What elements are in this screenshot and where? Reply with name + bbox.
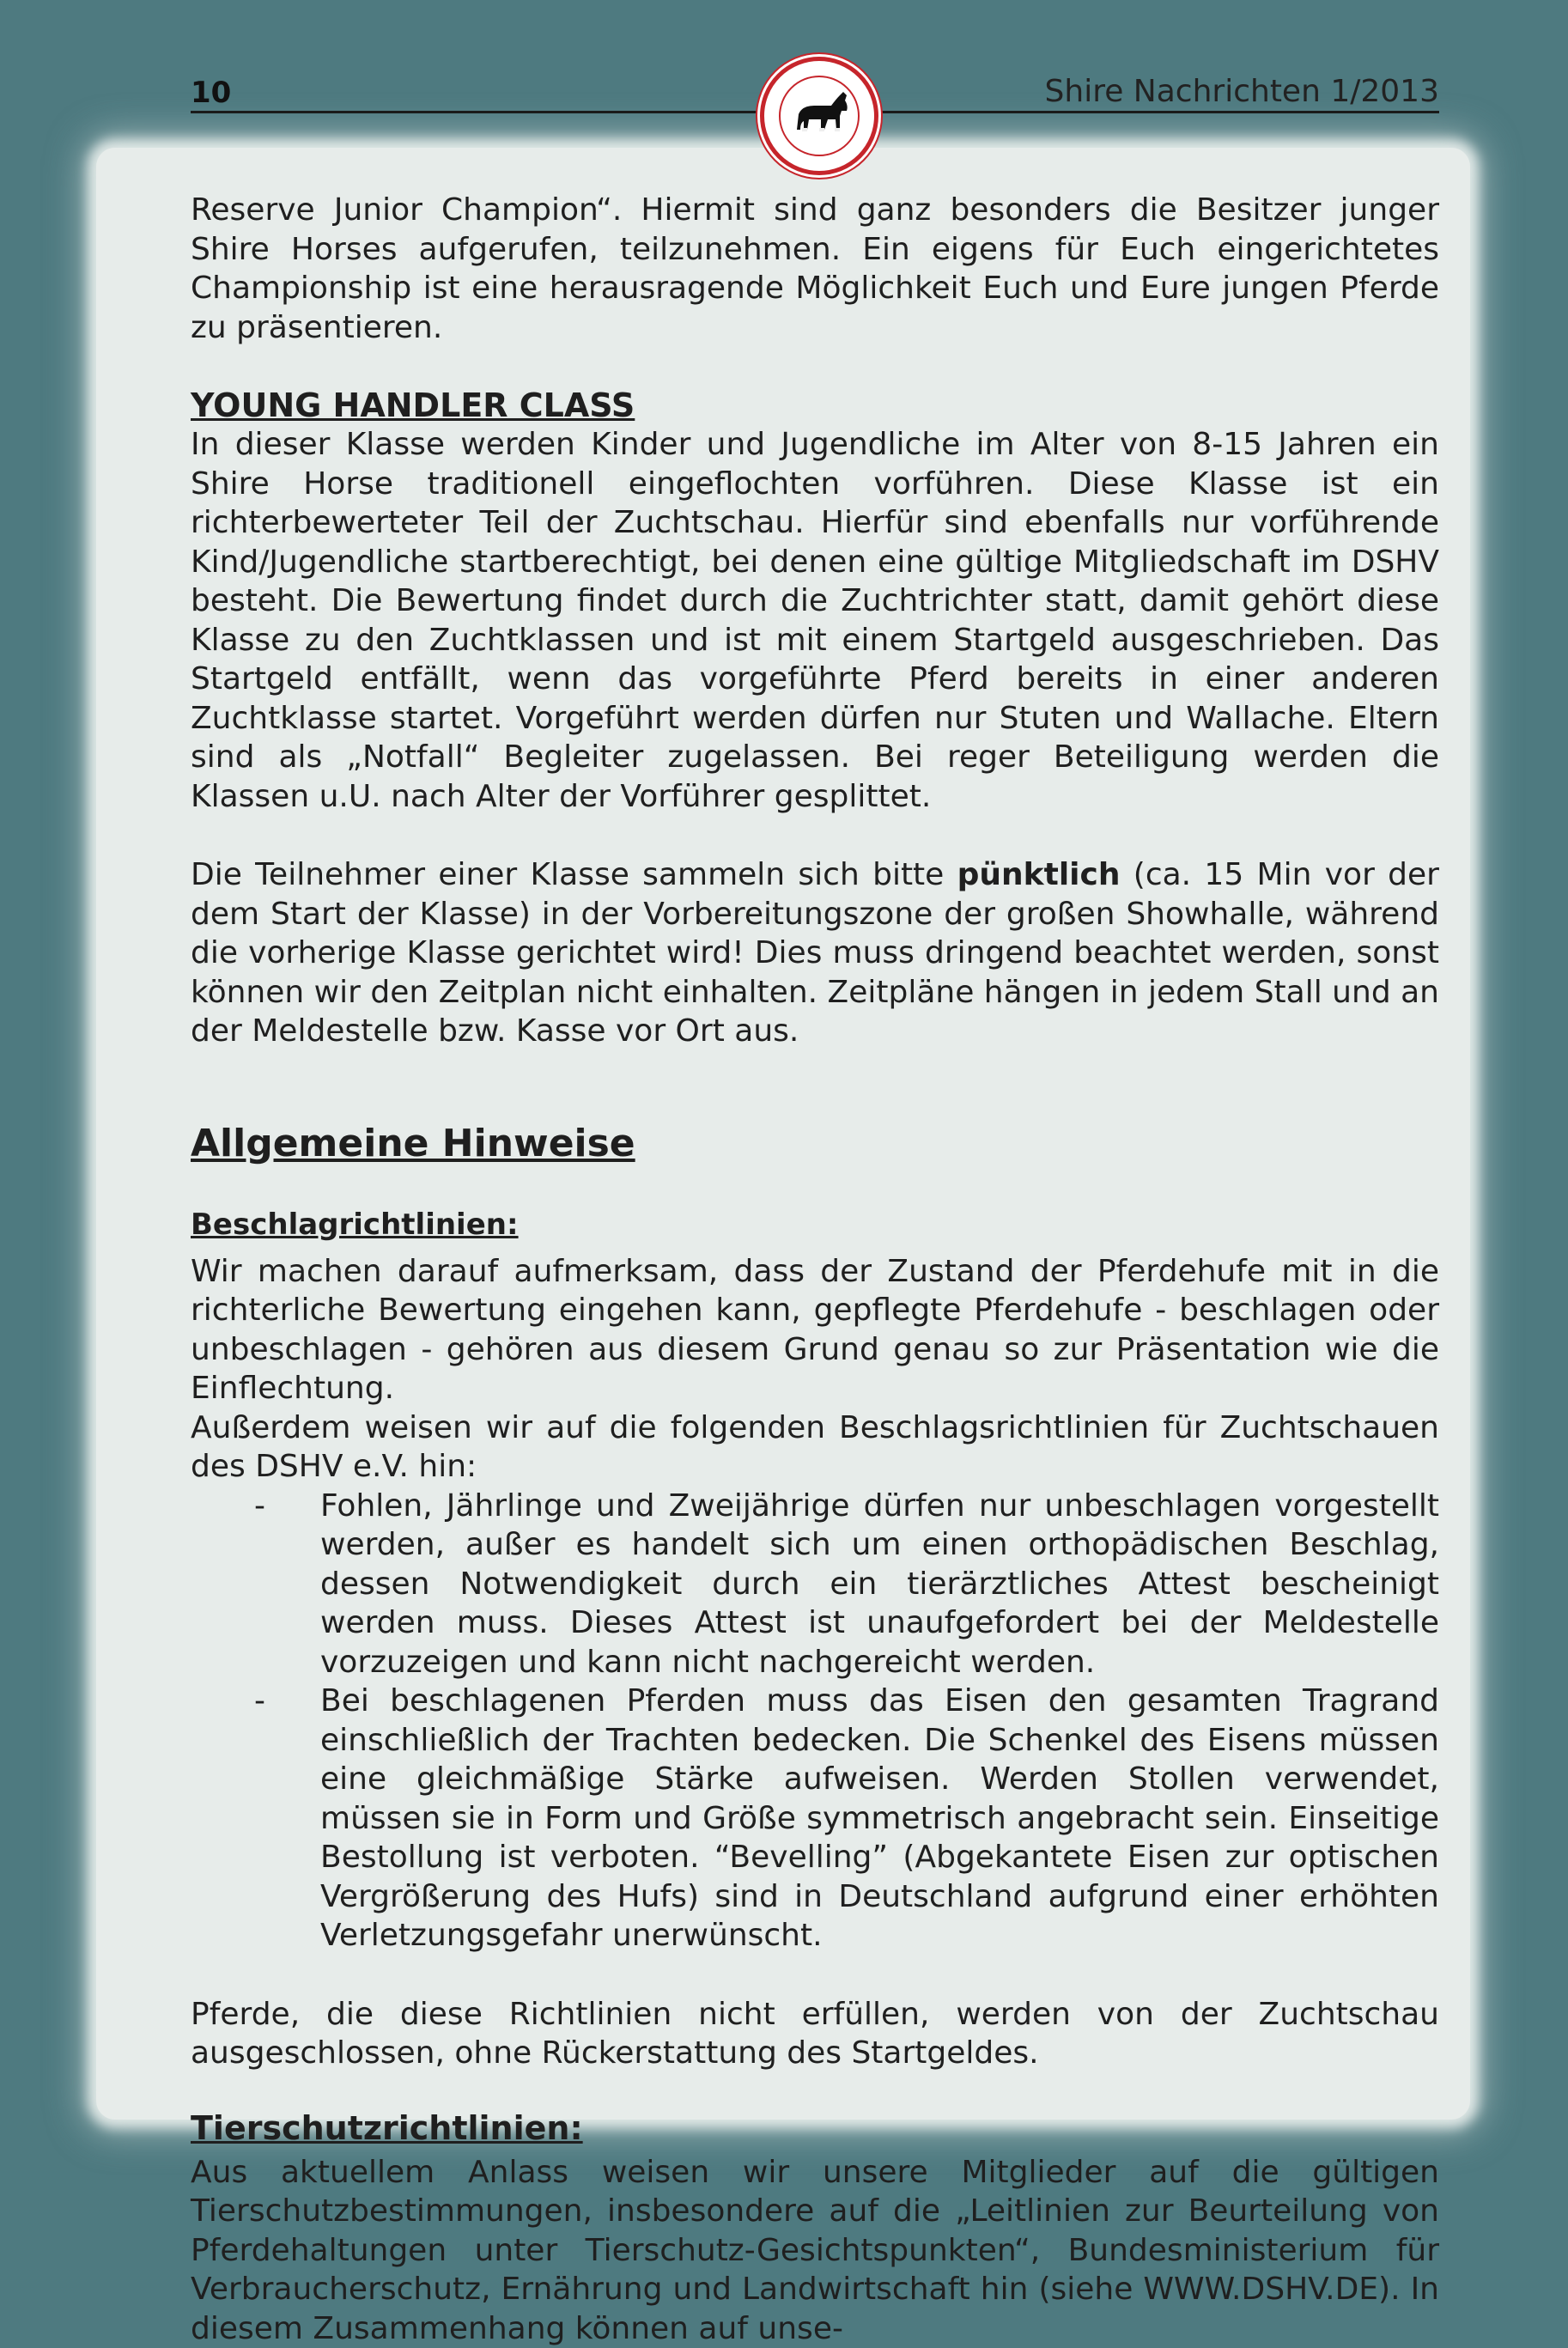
shoeing-closing: Pferde, die diese Richtlinien nicht erfüllen, werden von der Zuchtschau ausgeschlossen, ohne Rückerstattung des Startgeldes.: [191, 1995, 1439, 2073]
punctuality-text-after: (ca. 15 Min vor der dem Start der Klasse) in der Vorbereitungszone der großen Showhalle, während die vorherige Klasse gerichtet wird! Dies muss dringend beachtet werden, sonst können wir den Zeitplan nicht einhalten. Zeitpläne hängen in jedem Stall und an der Meldestelle bzw. Kasse vor Ort aus.: [191, 857, 1439, 1049]
list-item: - Fohlen, Jährlinge und Zweijährige dürfen nur unbeschlagen vorgestellt werden, außer es handelt sich um einen orthopädischen Beschlag, dessen Notwendigkeit durch ein tierärztliches Attest bescheinigt werden muss. Dieses Attest ist unaufgefordert bei der Meldestelle vorzuzeigen und kann nicht nachgereicht werden.: [191, 1487, 1439, 1682]
list-item: - Bei beschlagenen Pferden muss das Eisen den gesamten Tragrand einschließlich der Trachten bedecken. Die Schenkel des Eisens müssen eine gleichmäßige Stärke aufweisen. Werden Stollen verwendet, müssen sie in Form und Größe symmetrisch angebracht sein. Einseitige Bestollung ist verboten. “Bevelling” (Abgekantete Eisen zur optischen Vergrößerung des Hufs) sind in Deutschland aufgrund einer erhöhten Verletzungsgefahr unerwünscht.: [191, 1682, 1439, 1956]
horse-logo-icon: [764, 61, 874, 171]
shoeing-bullet-list: [191, 1487, 1439, 1956]
young-handler-paragraph: In dieser Klasse werden Kinder und Jugendliche im Alter von 8-15 Jahren ein Shire Horse traditionell eingeflochten vorführen. Diese Klasse ist ein richterbewerteter Teil der Zuchtschau. Hierfür sind ebenfalls nur vorführende Kind/Jugendliche startberechtigt, bei denen eine gültige Mitgliedschaft im DSHV besteht. Die Bewertung findet durch die Zuchtrichter statt, damit gehört diese Klasse zu den Zuchtklassen und ist mit einem Startgeld ausgeschrieben. Das Startgeld entfällt, wenn das vorgeführte Pferd bereits in einer anderen Zuchtklasse startet. Vorgeführt werden dürfen nur Stuten und Wallache. Eltern sind als „Notfall“ Begleiter zugelassen. Bei reger Beteiligung werden die Klassen u.U. nach Alter der Vorführer gesplittet.: [191, 425, 1439, 816]
animal-welfare-paragraph: Aus aktuellem Anlass weisen wir unsere Mitglieder auf die gültigen Tierschutzbestimmungen, insbesondere auf die „Leitlinien zur Beurteilung von Pferdehaltungen unter Tierschutz-Gesichtspunkten“, Bundesministerium für Verbraucherschutz, Ernährung und Landwirtschaft hin (siehe WWW.DSHV.DE). In diesem Zusammenhang können auf unse-: [191, 2153, 1439, 2348]
shoeing-paragraph: Wir machen darauf aufmerksam, dass der Zustand der Pferdehufe mit in die richterliche Bewertung eingehen kann, gepflegte Pferdehufe - beschlagen oder unbeschlagen - gehören aus diesem Grund genau so zur Präsentation wie die Einflechtung.: [191, 1252, 1439, 1408]
page-number: 10: [191, 76, 231, 110]
animal-welfare-heading: Tierschutzrichtlinien:: [191, 2109, 1439, 2148]
publication-title: Shire Nachrichten 1/2013: [1045, 74, 1439, 109]
shoeing-intro-line: Außerdem weisen wir auf die folgenden Beschlagsrichtlinien für Zuchtschauen des DSHV e.V. hin:: [191, 1408, 1439, 1487]
general-notes-title: Allgemeine Hinweise: [191, 1120, 1439, 1168]
shoeing-heading: Beschlagrichtlinien:: [191, 1206, 1439, 1244]
punctuality-paragraph: [191, 855, 1439, 1051]
dshv-logo: [760, 57, 878, 175]
intro-paragraph: Reserve Junior Champion“. Hiermit sind ganz besonders die Besitzer junger Shire Horses aufgerufen, teilzunehmen. Ein eigens für Euch eingerichtetes Championship ist eine herausragende Möglichkeit Euch und Eure jungen Pferde zu präsentieren.: [191, 191, 1439, 347]
punctuality-bold: pünktlich: [957, 857, 1121, 892]
punctuality-text-before: Die Teilnehmer einer Klasse sammeln sich bitte: [191, 857, 957, 892]
page-content: [191, 191, 1439, 2348]
young-handler-heading: YOUNG HANDLER CLASS: [191, 386, 1439, 425]
